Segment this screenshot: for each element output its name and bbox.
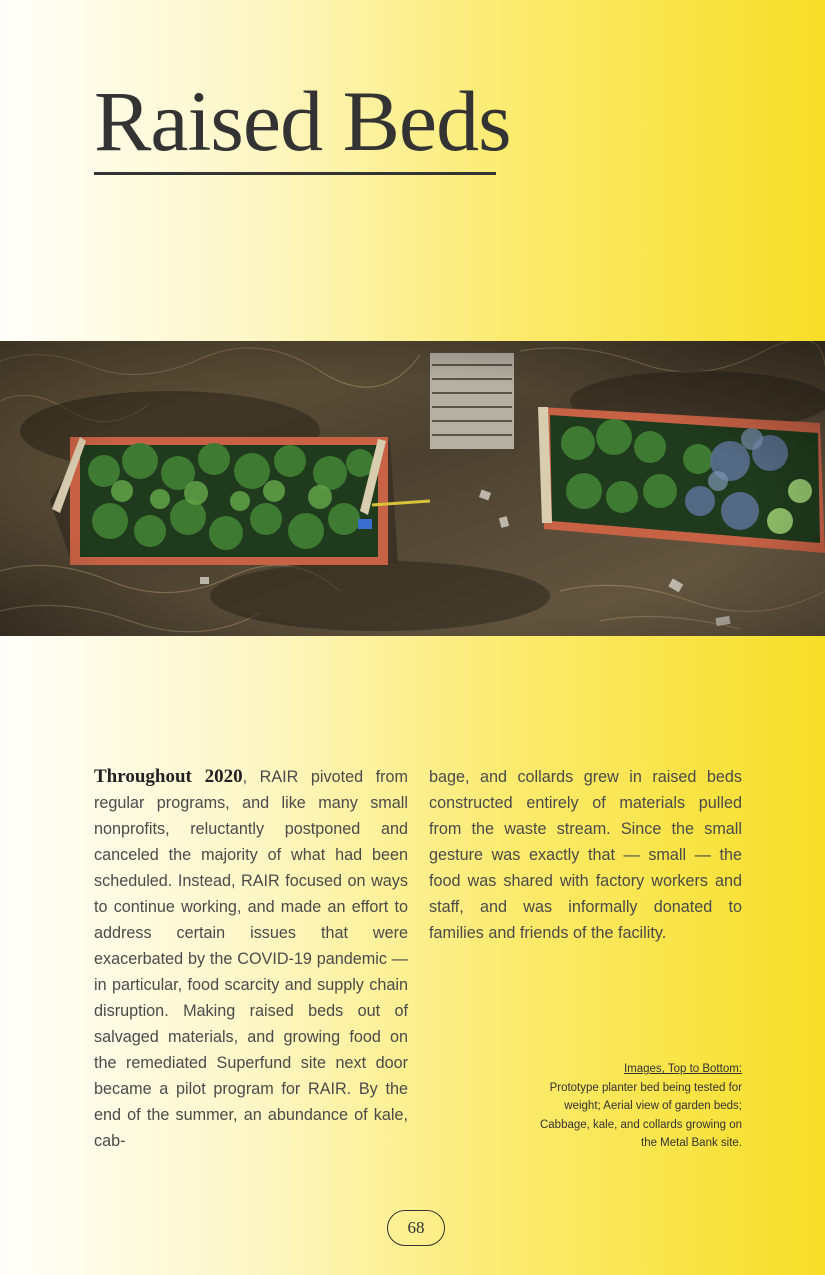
image-caption <box>470 1060 742 1153</box>
left-column-text: , RAIR pivoted from regular programs, and like many small nonprofits, reluctantly postponed and canceled the majority of what had been scheduled. Instead, RAIR focused on ways to continue working, and made an effort to address certain issues that were exacerbated by the COVID-19 pandemic — in particular, food scarcity and supply chain disruption. Making raised beds out of salvaged materials, and growing food on the remediated Superfund site next door became a pilot program for RAIR. By the end of the summer, an abundance of kale, cab- <box>94 768 408 1150</box>
caption-line: Cabbage, kale, and collards growing on <box>539 1118 742 1131</box>
caption-line: the Metal Bank site. <box>641 1137 742 1149</box>
caption-heading: Images, Top to Bottom: <box>623 1063 742 1075</box>
page-number: 68 <box>387 1210 445 1246</box>
caption-line: Prototype planter bed being tested for <box>549 1081 742 1094</box>
title-underline <box>94 172 496 175</box>
lead-in: Throughout 2020 <box>94 766 243 787</box>
right-column-text: bage, and collards grew in raised beds constructed entirely of materials pulled from the waste stream. Since the small gesture was exactly that — small — the food was shared with factory workers and staff, and was informally donated to families and friends of the facility. <box>429 768 742 942</box>
caption-line: weight; Aerial view of garden beds; <box>564 1100 742 1112</box>
aerial-garden-beds-photo <box>0 341 825 636</box>
body-text-left-column <box>94 764 408 1154</box>
page-title: Raised Beds <box>94 73 511 169</box>
body-text-right-column <box>429 764 742 946</box>
